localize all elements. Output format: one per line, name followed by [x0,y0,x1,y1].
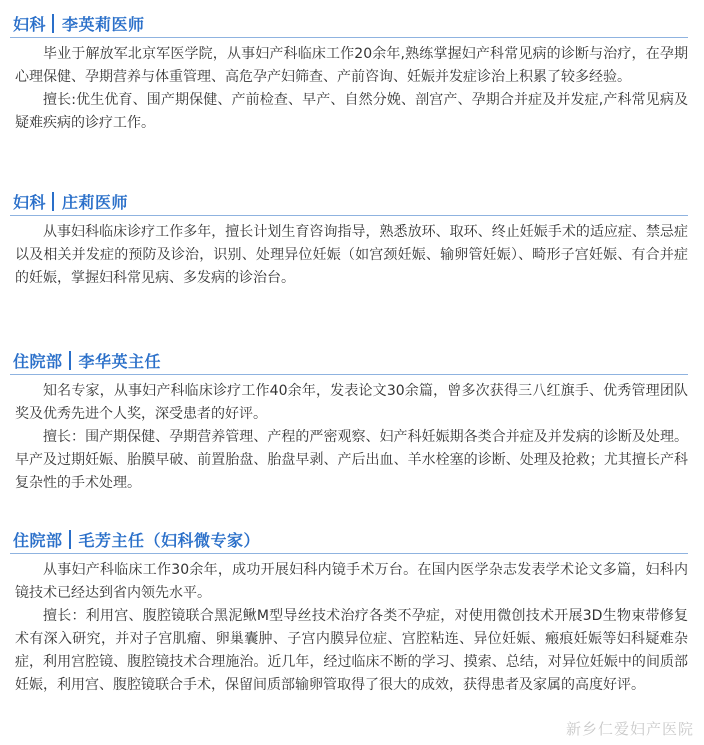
doctor-bio [0,375,704,495]
doctor-header [0,187,704,215]
department-label: 住院部 [13,351,63,371]
bio-paragraph: 擅长：围产期保健、孕期营养管理、产程的严密观察、妇产科妊娠期各类合并症及并发病的诊断及处理。早产及过期妊娠、胎膜早破、前置胎盘、胎盘早剥、产后出血、羊水栓塞的诊断、处理及抢救；尤其擅长产科复杂性的手术处理。 [15,429,688,491]
header-divider [52,14,54,33]
doctor-bio [0,554,704,697]
header-divider [69,530,71,549]
doctor-header [0,346,704,374]
department-label: 住院部 [13,530,63,550]
hospital-watermark: 新乡仁爱妇产医院 [565,720,694,738]
doctor-section-3 [0,346,704,495]
bio-paragraph: 毕业于解放军北京军医学院，从事妇产科临床工作20余年,熟练掌握妇产科常见病的诊断与治疗，在孕期心理保健、孕期营养与体重管理、高危孕产妇筛查、产前咨询、妊娠并发症诊治上积累了较多经验。 [15,46,688,85]
department-label: 妇科 [13,192,47,212]
doctor-name: 毛芳主任（妇科微专家） [78,530,261,550]
doctor-section-2 [0,187,704,290]
bio-paragraph: 从事妇科临床诊疗工作多年，擅长计划生育咨询指导，熟悉放环、取环、终止妊娠手术的适应症、禁忌症以及相关并发症的预防及诊治，识别、处理异位妊娠（如宫颈妊娠、输卵管妊娠）、畸形子宫妊娠、有合并症的妊娠，掌握妇科常见病、多发病的诊治台。 [15,224,688,286]
header-divider [69,351,71,370]
doctor-name: 李华英主任 [78,351,162,371]
bio-paragraph: 从事妇产科临床工作30余年，成功开展妇科内镜手术万台。在国内医学杂志发表学术论文多篇，妇科内镜技术已经达到省内领先水平。 [15,562,688,601]
doctor-section-1 [0,9,704,135]
doctor-name: 李英莉医师 [62,14,145,34]
bio-paragraph: 擅长：利用宫、腹腔镜联合黑泥鳅M型导丝技术治疗各类不孕症，对使用微创技术开展3D生物束带修复术有深入研究，并对子宫肌瘤、卵巢囊肿、子宫内膜异位症、宫腔粘连、异位妊娠、瘢痕妊娠等妇科疑难杂症，利用宫腔镜、腹腔镜技术合理施治。近几年，经过临床不断的学习、摸索、总结，对异位妊娠中的间质部妊娠，利用宫、腹腔镜联合手术，保留间质部输卵管取得了很大的成效，获得患者及家属的高度好评。 [15,608,688,693]
header-divider [52,192,54,211]
doctor-section-4 [0,525,704,697]
doctor-header [0,525,704,553]
doctor-header [0,9,704,37]
doctor-bio [0,216,704,290]
doctor-bio [0,38,704,135]
bio-paragraph: 擅长:优生优育、围产期保健、产前检查、早产、自然分娩、剖宫产、孕期合并症及并发症,产科常见病及疑难疾病的诊疗工作。 [15,92,688,131]
bio-paragraph: 知名专家，从事妇产科临床诊疗工作40余年，发表论文30余篇，曾多次获得三八红旗手、优秀管理团队奖及优秀先进个人奖，深受患者的好评。 [15,383,688,422]
department-label: 妇科 [13,14,47,34]
doctor-name: 庄莉医师 [62,192,129,212]
